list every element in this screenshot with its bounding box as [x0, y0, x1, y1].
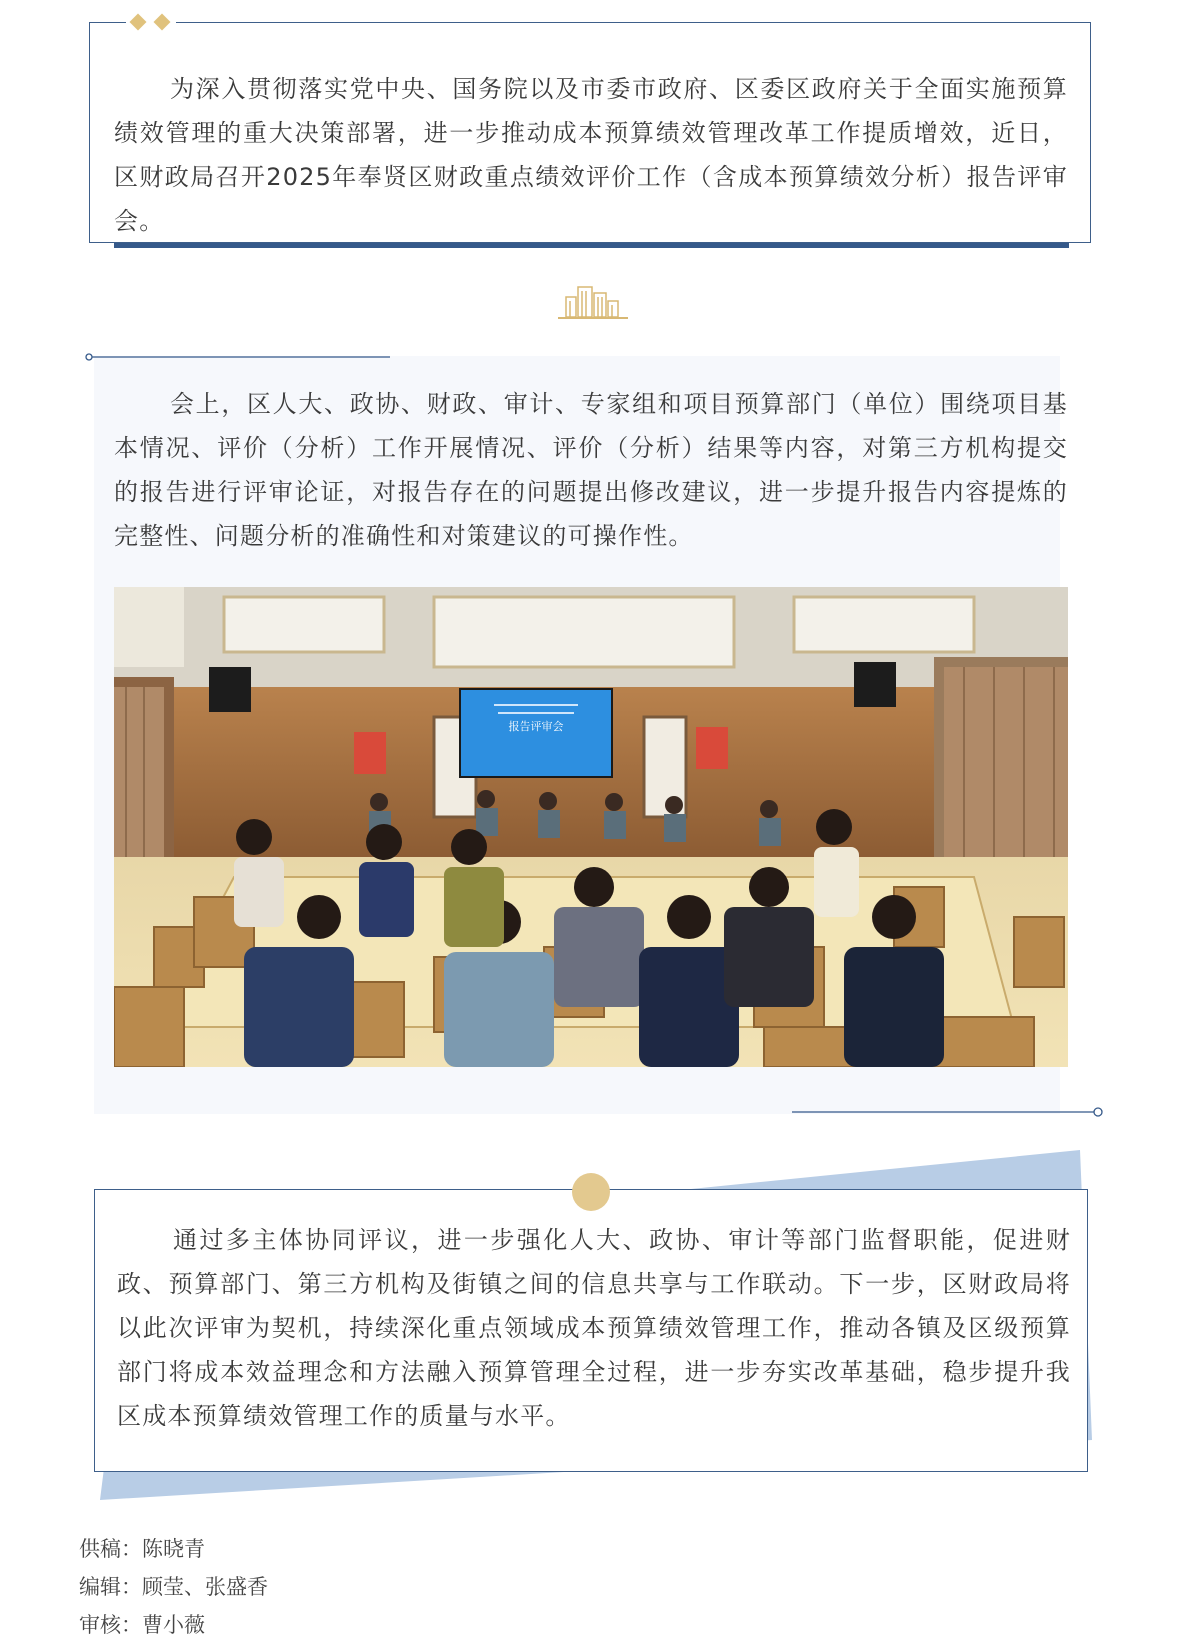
decor-line-top-left	[85, 353, 390, 361]
credit-reviewer: 审核：曹小薇	[79, 1613, 205, 1637]
intro-box	[89, 22, 1091, 243]
intro-underline-bar	[114, 243, 1069, 248]
decor-line-bottom-right	[792, 1107, 1104, 1117]
intro-paragraph: 为深入贯彻落实党中央、国务院以及市委市政府、区委区政府关于全面实施预算绩效管理的重大决策部署，进一步推动成本预算绩效管理改革工作提质增效，近日，区财政局召开2025年奉贤区财政重点绩效评价工作（含成本预算绩效分析）报告评审会。	[114, 75, 1068, 235]
gold-circle-ornament-icon	[572, 1173, 610, 1211]
summary-paragraph: 通过多主体协同评议，进一步强化人大、政协、审计等部门监督职能，促进财政、预算部门、第三方机构及街镇之间的信息共享与工作联动。下一步，区财政局将以此次评审为契机，持续深化重点领域成本预算绩效管理工作，推动各镇及区级预算部门将成本效益理念和方法融入预算管理全过程，进一步夯实改革基础，稳步提升我区成本预算绩效管理工作的质量与水平。	[117, 1226, 1071, 1430]
meeting-photo-illustration	[114, 587, 1068, 1067]
diamond-ornament-icon	[126, 12, 176, 32]
meeting-paragraph: 会上，区人大、政协、财政、审计、专家组和项目预算部门（单位）围绕项目基本情况、评价（分析）工作开展情况、评价（分析）结果等内容，对第三方机构提交的报告进行评审论证，对报告存在的问题提出修改建议，进一步提升报告内容提炼的完整性、问题分析的准确性和对策建议的可操作性。	[114, 390, 1068, 550]
summary-box	[94, 1189, 1088, 1472]
meeting-photo	[114, 587, 1068, 1067]
credit-contributor: 供稿：陈晓青	[79, 1537, 205, 1561]
screen-title: 报告评审会	[508, 720, 564, 733]
building-icon	[558, 283, 628, 321]
credits	[79, 1530, 268, 1644]
credit-editor: 编辑：顾莹、张盛香	[79, 1575, 268, 1599]
